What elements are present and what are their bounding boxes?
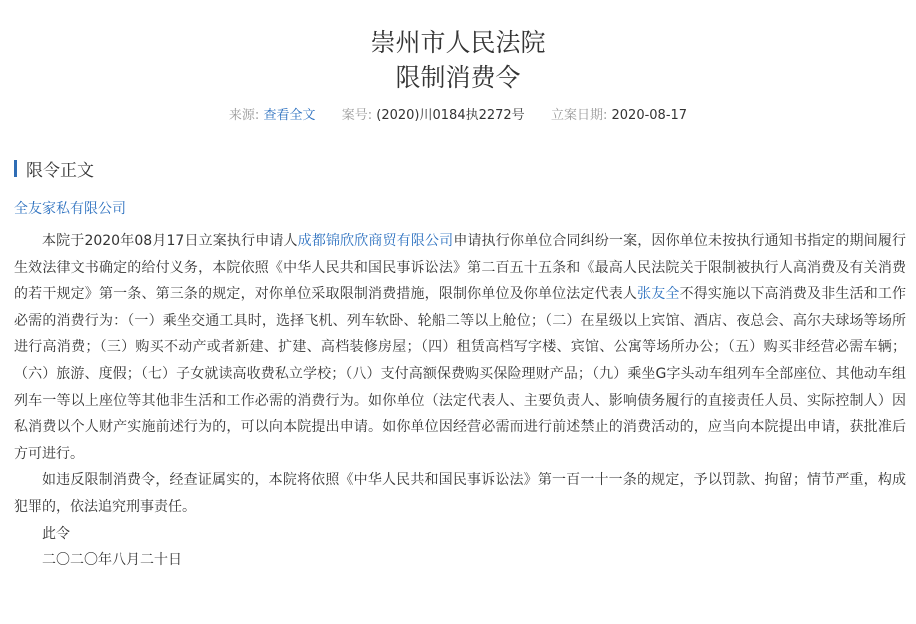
respondent-party-link[interactable]: 全友家私有限公司 <box>14 201 126 217</box>
section-header <box>14 156 94 180</box>
body-paragraph-2: 如违反限制消费令，经查证属实的，本院将依照《中华人民共和国民事诉讼法》第一百一十一条的规定，予以罚款、拘留；情节严重，构成犯罪的，依法追究刑事责任。 <box>14 472 906 515</box>
section-title: 限令正文 <box>26 160 94 181</box>
case-number: (2020)川0184执2272号 <box>376 108 525 123</box>
court-name: 崇州市人民法院 <box>370 28 546 57</box>
section-accent-bar <box>14 160 17 177</box>
filing-date-label: 立案日期: <box>550 108 608 123</box>
source-label: 来源: <box>228 108 260 123</box>
applicant-link[interactable]: 成都锦欣欣商贸有限公司 <box>297 233 454 249</box>
order-date: 二〇二〇年八月二十日 <box>42 552 182 569</box>
case-number-label: 案号: <box>341 108 373 123</box>
document-body <box>14 228 906 574</box>
case-meta <box>0 106 916 126</box>
order-closing: 此令 <box>42 525 70 542</box>
filing-date: 2020-08-17 <box>611 108 688 123</box>
document-title: 限制消费令 <box>395 63 521 92</box>
view-full-text-link[interactable]: 查看全文 <box>263 108 316 123</box>
legal-representative-link[interactable]: 张友全 <box>637 286 680 303</box>
body-paragraph-1: 本院于2020年08月17日立案执行申请人成都锦欣欣商贸有限公司申请执行你单位合同纠纷一案，因你单位未按执行通知书指定的期间履行生效法律文书确定的给付义务，本院依照《中华人民共和国民事诉讼法》第二百五十五条和《最高人民法院关于限制被执行人高消费及有关消费的若干规定》第一条、第三条的规定，对你单位采取限制消费措施，限制你单位及你单位法定代表人张友全不得实施以下高消费及非生活和工作必需的消费行为：（一）乘坐交通工具时，选择飞机、列车软卧、轮船二等以上舱位；（二）在星级以上宾馆、酒店、夜总会、高尔夫球场等场所进行高消费；（三）购买不动产或者新建、扩建、高档装修房屋；（四）租赁高档写字楼、宾馆、公寓等场所办公；（五）购买非经营必需车辆；（六）旅游、度假；（七）子女就读高收费私立学校；（八）支付高额保费购买保险理财产品；（九）乘坐G字头动车组列车全部座位、其他动车组列车一等以上座位等其他非生活和工作必需的消费行为。如你单位（法定代表人、主要负责人、影响债务履行的直接责任人员、实际控制人）因私消费以个人财产实施前述行为的，可以向本院提出申请。如你单位因经营必需而进行前述禁止的消费活动的，应当向本院提出申请，获批准后方可进行。 <box>14 233 907 462</box>
